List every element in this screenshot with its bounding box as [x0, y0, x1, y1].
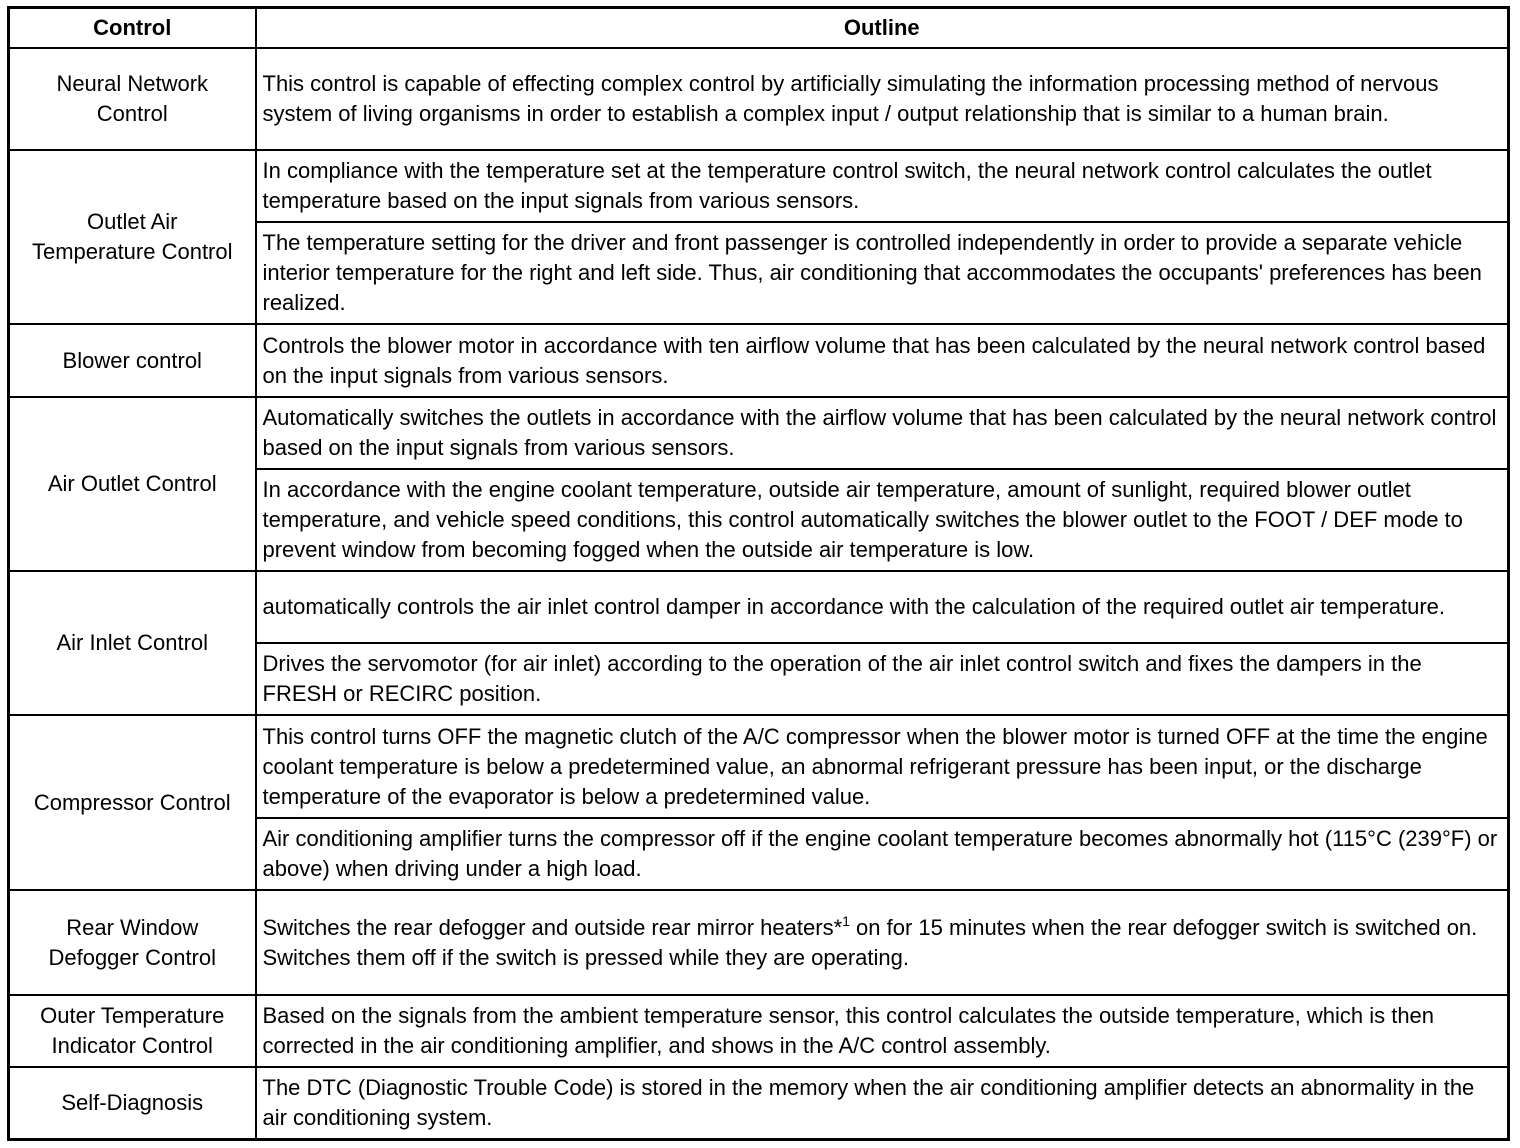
control-cell [9, 995, 256, 1067]
outline-cell: Based on the signals from the ambient temperature sensor, this control calculates the outside temperature, which is then corrected in the air conditioning amplifier, and shows in the A/C control assembly. [256, 995, 1509, 1067]
outline-cell: This control is capable of effecting complex control by artificially simulating the information processing method of nervous system of living organisms in order to establish a complex input / output relationship that is similar to a human brain. [256, 48, 1509, 150]
outline-cell: This control turns OFF the magnetic clutch of the A/C compressor when the blower motor is turned OFF at the time the engine coolant temperature is below a predetermined value, an abnormal refrigerant pressure has been input, or the discharge temperature of the evaporator is below a predetermined value. [256, 715, 1509, 818]
control-label-line: Rear Window [66, 914, 199, 940]
control-cell [9, 1067, 256, 1140]
control-label-line: Air Inlet Control [56, 630, 209, 655]
table-row [9, 995, 1509, 1067]
control-label-line: Defogger Control [48, 944, 217, 970]
control-label-line: Outlet Air [87, 209, 178, 234]
table-row [9, 571, 1509, 643]
control-cell [9, 397, 256, 571]
outline-cell: Automatically switches the outlets in accordance with the airflow volume that has been calculated by the neural network control based on the input signals from various sensors. [256, 397, 1509, 469]
outline-cell: In accordance with the engine coolant temperature, outside air temperature, amount of sunlight, required blower outlet temperature, and vehicle speed conditions, this control automatically switches the blower outlet to the FOOT / DEF mode to prevent window from becoming fogged when the outside air temperature is low. [256, 469, 1509, 571]
table-row [9, 890, 1509, 995]
control-cell [9, 48, 256, 150]
control-label-line: Self-Diagnosis [61, 1090, 204, 1115]
control-label-line: Neural Network [56, 71, 209, 96]
header-outline: Outline [256, 8, 1509, 49]
control-label-line: Air Outlet Control [47, 471, 217, 496]
table-row [9, 324, 1509, 397]
control-label-line: Control [96, 101, 168, 126]
table-header-row [9, 8, 1509, 49]
outline-cell: automatically controls the air inlet control damper in accordance with the calculation of the required outlet air temperature. [256, 571, 1509, 643]
footnote-mark: 1 [842, 912, 850, 929]
table-row [9, 150, 1509, 222]
control-label-line: Blower control [62, 347, 202, 373]
control-cell [9, 715, 256, 890]
header-control: Control [9, 8, 256, 49]
control-label-line: Outer Temperature [40, 1003, 225, 1028]
outline-text: on for 15 minutes when the rear defogger switch is switched on. [849, 914, 1478, 940]
outline-text-second-line: Switches them off if the switch is pressed while they are operating. [262, 944, 909, 970]
outline-cell: Drives the servomotor (for air inlet) according to the operation of the air inlet control switch and fixes the dampers in the FRESH or RECIRC position. [256, 643, 1509, 715]
outline-text: Switches the rear defogger and outside rear mirror heaters* [262, 914, 843, 940]
control-cell [9, 890, 256, 995]
control-outline-table [7, 6, 1510, 1141]
outline-cell: Air conditioning amplifier turns the compressor off if the engine coolant temperature becomes abnormally hot (115°C (239°F) or above) when driving under a high load. [256, 818, 1509, 890]
control-label-line: Temperature Control [31, 239, 233, 264]
control-cell [9, 324, 256, 397]
table-row [9, 1067, 1509, 1140]
control-label-line: Compressor Control [33, 789, 231, 815]
table-row [9, 397, 1509, 469]
table-row [9, 715, 1509, 818]
control-cell [9, 571, 256, 715]
outline-cell: The DTC (Diagnostic Trouble Code) is stored in the memory when the air conditioning amplifier detects an abnormality in the air conditioning system. [256, 1067, 1509, 1140]
control-cell [9, 150, 256, 324]
outline-cell: In compliance with the temperature set at the temperature control switch, the neural network control calculates the outlet temperature based on the input signals from various sensors. [256, 150, 1509, 222]
outline-cell [256, 890, 1509, 995]
table-row [9, 48, 1509, 150]
control-label-line: Indicator Control [51, 1033, 213, 1058]
outline-cell: The temperature setting for the driver and front passenger is controlled independently in order to provide a separate vehicle interior temperature for the right and left side. Thus, air conditioning that accommodates the occupants' preferences has been realized. [256, 222, 1509, 324]
outline-cell: Controls the blower motor in accordance with ten airflow volume that has been calculated by the neural network control based on the input signals from various sensors. [256, 324, 1509, 397]
